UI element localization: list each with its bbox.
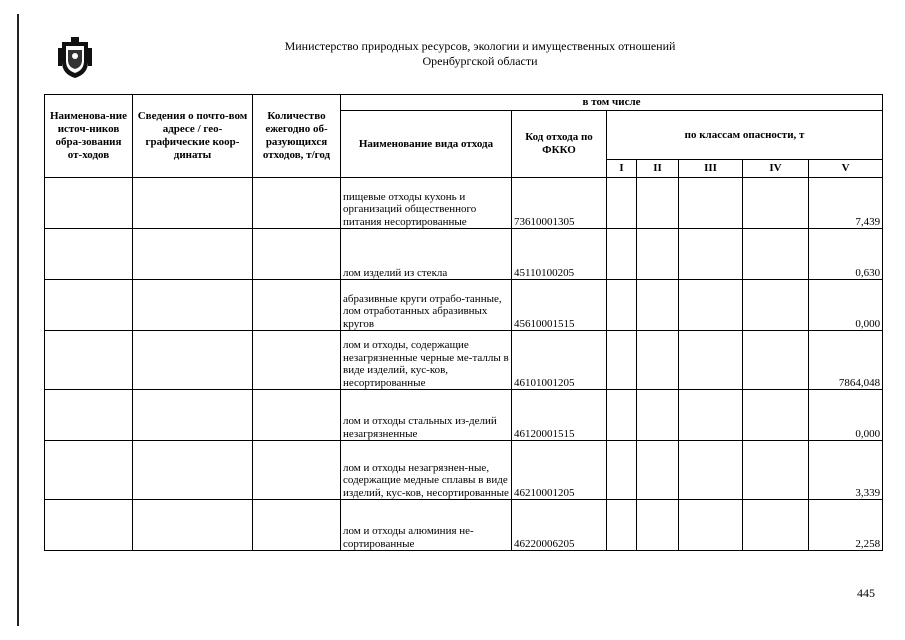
waste-name: лом и отходы, содержащие незагрязненные черные ме-таллы в виде изделий, кус-ков, несортированные xyxy=(341,331,512,390)
page-binding-line xyxy=(17,14,19,626)
header-class-1: I xyxy=(607,160,637,178)
waste-code: 46220006205 xyxy=(512,500,607,551)
class-5-value: 3,339 xyxy=(809,441,883,500)
document-header xyxy=(230,39,730,69)
waste-code: 73610001305 xyxy=(512,178,607,229)
coat-of-arms-icon xyxy=(58,36,92,80)
table-row xyxy=(45,390,883,441)
header-address: Сведения о почто-вом адресе / гео-графические коор-динаты xyxy=(133,95,253,178)
waste-code: 46210001205 xyxy=(512,441,607,500)
region-name: Оренбургской области xyxy=(422,54,538,68)
class-5-value: 7,439 xyxy=(809,178,883,229)
header-class-2: II xyxy=(637,160,679,178)
waste-name: лом и отходы алюминия не-сортированные xyxy=(341,500,512,551)
header-waste-name: Наименование вида отхода xyxy=(341,111,512,178)
header-quantity: Количество ежегодно об-разующихся отходов, т/год xyxy=(253,95,341,178)
header-class-3: III xyxy=(679,160,743,178)
class-5-value: 0,000 xyxy=(809,280,883,331)
class-5-value: 0,000 xyxy=(809,390,883,441)
class-5-value: 0,630 xyxy=(809,229,883,280)
table-row xyxy=(45,280,883,331)
waste-name: абразивные круги отрабо-танные, лом отработанных абразивных кругов xyxy=(341,280,512,331)
header-class-5: V xyxy=(809,160,883,178)
ministry-name: Министерство природных ресурсов, экологии и имущественных отношений xyxy=(284,39,676,53)
header-hazard-classes: по классам опасности, т xyxy=(607,111,883,160)
table-row xyxy=(45,331,883,390)
table-row xyxy=(45,441,883,500)
class-5-value: 2,258 xyxy=(809,500,883,551)
waste-code: 46101001205 xyxy=(512,331,607,390)
waste-table xyxy=(44,94,883,551)
page-number: 445 xyxy=(857,586,875,600)
waste-code: 45110100205 xyxy=(512,229,607,280)
header-fkko-code: Код отхода по ФККО xyxy=(512,111,607,178)
header-class-4: IV xyxy=(743,160,809,178)
class-5-value: 7864,048 xyxy=(809,331,883,390)
header-including: в том числе xyxy=(341,95,883,111)
waste-name: лом изделий из стекла xyxy=(341,229,512,280)
waste-code: 46120001515 xyxy=(512,390,607,441)
table-row xyxy=(45,500,883,551)
waste-name: пищевые отходы кухонь и организаций общественного питания несортированные xyxy=(341,178,512,229)
table-row xyxy=(45,229,883,280)
waste-code: 45610001515 xyxy=(512,280,607,331)
table-row xyxy=(45,178,883,229)
header-source-name: Наименова-ние источ-ников обра-зования от-ходов xyxy=(45,95,133,178)
waste-name: лом и отходы стальных из-делий незагрязненные xyxy=(341,390,512,441)
waste-name: лом и отходы незагрязнен-ные, содержащие медные сплавы в виде изделий, кус-ков, несортированные xyxy=(341,441,512,500)
